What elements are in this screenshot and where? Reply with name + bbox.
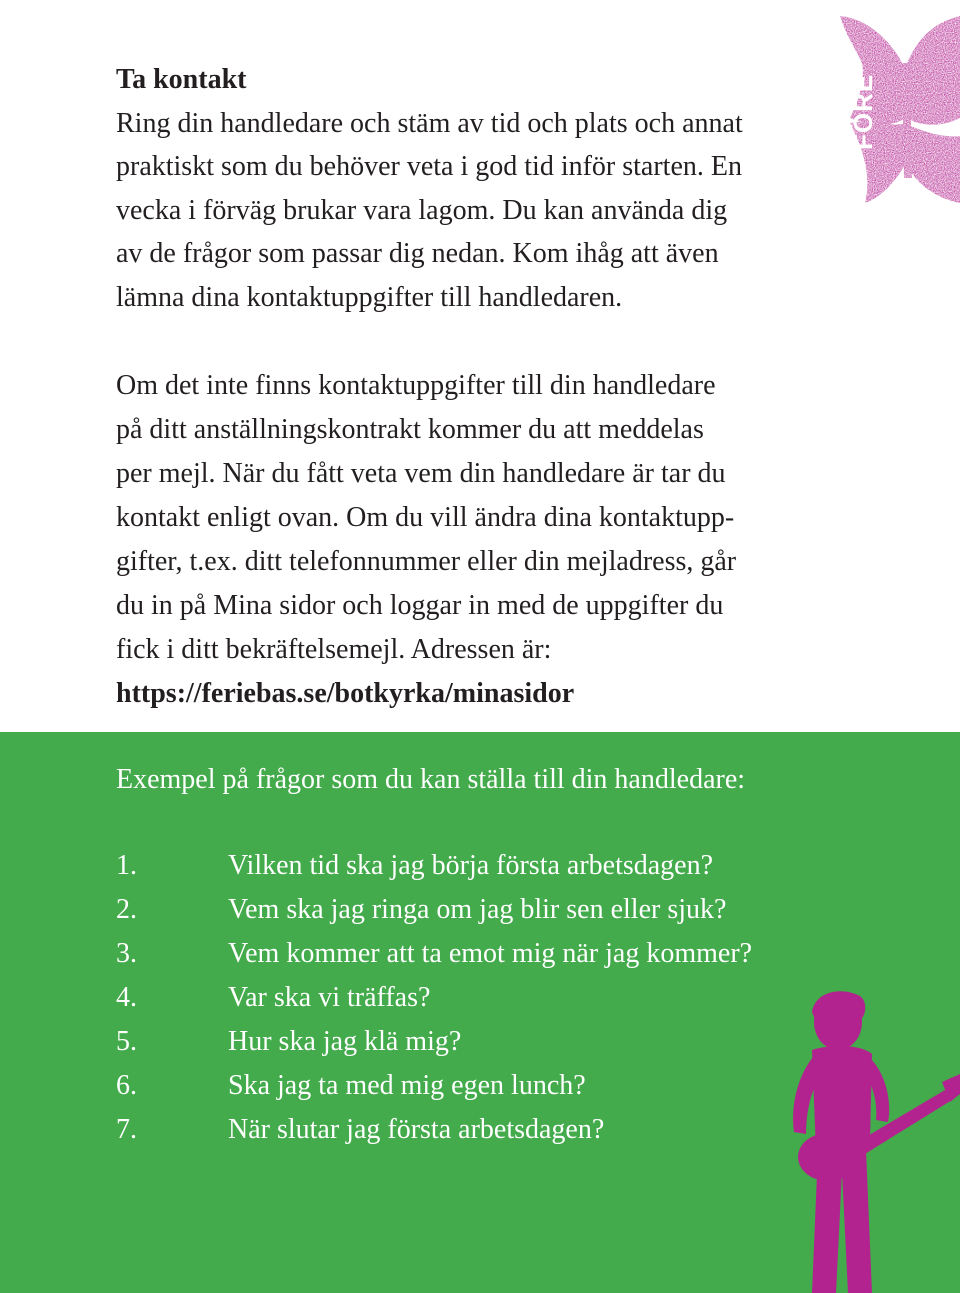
item-text: Vem kommer att ta emot mig när jag kommer?	[228, 938, 753, 969]
contact-paragraph-2	[116, 364, 836, 716]
item-number: 5.	[116, 1026, 137, 1057]
fore-side-label: FÖRE	[848, 73, 878, 150]
item-number: 2.	[116, 894, 137, 925]
item-number: 4.	[116, 982, 137, 1013]
list-item	[116, 1066, 752, 1110]
item-text: Var ska vi träffas?	[228, 982, 431, 1013]
item-text: Ska jag ta med mig egen lunch?	[228, 1070, 586, 1101]
butterfly-illustration	[810, 8, 960, 208]
item-text: När slutar jag första arbetsdagen?	[228, 1114, 605, 1145]
paragraph-line: vecka i förväg brukar vara lagom. Du kan använda dig	[116, 194, 728, 226]
item-text: Vilken tid ska jag börja första arbetsdagen?	[228, 850, 714, 881]
paragraph-line: praktiskt som du behöver veta i god tid inför starten. En	[116, 151, 742, 183]
list-item	[116, 934, 752, 978]
paragraph-line: lämna dina kontaktuppgifter till handledaren.	[116, 281, 623, 313]
list-item	[116, 1022, 752, 1066]
paragraph-line: Om det inte finns kontaktuppgifter till din handledare	[116, 370, 716, 401]
paragraph-line: du in på Mina sidor och loggar in med de uppgifter du	[116, 590, 724, 621]
item-number: 3.	[116, 938, 137, 969]
minasidor-link[interactable]: https://feriebas.se/botkyrka/minasidor	[116, 678, 575, 709]
list-item	[116, 978, 752, 1022]
list-item	[116, 890, 752, 934]
paragraph-line: fick i ditt bekräftelsemejl. Adressen är:	[116, 634, 552, 665]
guitarist-illustration	[720, 982, 960, 1293]
paragraph-line: gifter, t.ex. ditt telefonnummer eller din mejladress, går	[116, 546, 737, 577]
paragraph-line: per mejl. När du fått veta vem din handledare är tar du	[116, 458, 726, 489]
paragraph-line: kontakt enligt ovan. Om du vill ändra dina kontaktupp-	[116, 502, 735, 533]
questions-panel	[0, 732, 960, 1293]
item-number: 6.	[116, 1070, 137, 1101]
questions-heading: Exempel på frågor som du kan ställa till din handledare:	[116, 764, 746, 795]
list-item	[116, 1110, 752, 1154]
item-number: 1.	[116, 850, 137, 881]
item-text: Hur ska jag klä mig?	[228, 1026, 462, 1057]
item-number: 7.	[116, 1114, 137, 1145]
paragraph-line: Ring din handledare och stäm av tid och plats och annat	[116, 108, 743, 139]
questions-list	[116, 846, 752, 1154]
paragraph-line: på ditt anställningskontrakt kommer du att meddelas	[116, 414, 704, 445]
section-heading: Ta kontakt	[116, 64, 247, 95]
paragraph-line: av de frågor som passar dig nedan. Kom ihåg att även	[116, 238, 719, 270]
contact-paragraph-1	[116, 102, 836, 319]
list-item	[116, 846, 752, 890]
item-text: Vem ska jag ringa om jag blir sen eller sjuk?	[228, 894, 727, 925]
